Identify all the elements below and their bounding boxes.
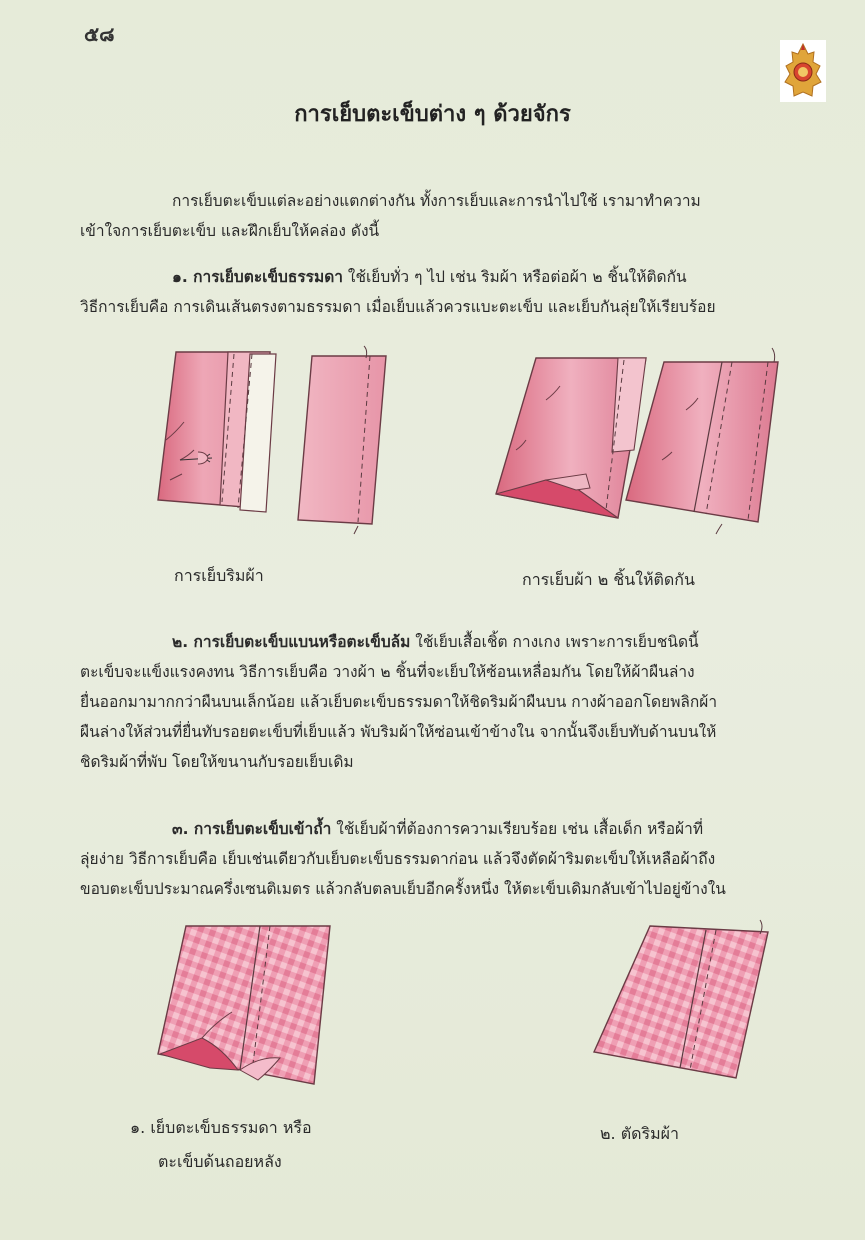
section-1-paragraph <box>80 262 810 322</box>
hem-fabric-illustration <box>140 340 430 540</box>
figure-2-caption-right: ๒. ตัดริมผ้า <box>600 1124 679 1143</box>
french-seam-step-1-illustration <box>150 920 350 1090</box>
page-title: การเย็บตะเข็บต่าง ๆ ด้วยจักร <box>294 102 571 127</box>
section-2-line-5: ชิดริมผ้าที่พับ โดยให้ขนานกับรอยเย็บเดิม <box>80 753 354 771</box>
figure-1-caption-right: การเย็บผ้า ๒ ชิ้นให้ติดกัน <box>522 570 695 589</box>
section-2-heading: ๒. การเย็บตะเข็บแบนหรือตะเข็บล้ม <box>172 633 411 651</box>
section-2-paragraph <box>80 627 810 777</box>
figure-1-caption-left: การเย็บริมผ้า <box>174 566 264 585</box>
section-2-line-4: ผืนล่างให้ส่วนที่ยื่นทับรอยตะเข็บที่เย็บแล้ว พับริมผ้าให้ซ่อนเข้าข้างใน จากนั้นจึงเย็บทับด้านบนให้ <box>80 723 717 741</box>
intro-paragraph <box>80 186 810 246</box>
section-2-line-2: ตะเข็บจะแข็งแรงคงทน วิธีการเย็บคือ วางผ้า ๒ ชิ้นที่จะเย็บให้ซ้อนเหลื่อมกัน โดยให้ผ้าผืนล่าง <box>80 663 695 681</box>
section-3-heading: ๓. การเย็บตะเข็บเข้าถ้ำ <box>172 820 332 838</box>
figure-2-caption-left-line-1: ๑. เย็บตะเข็บธรรมดา หรือ <box>130 1118 312 1137</box>
join-two-pieces-illustration <box>486 340 786 540</box>
intro-line-1: การเย็บตะเข็บแต่ละอย่างแตกต่างกัน ทั้งการเย็บและการนำไปใช้ เรามาทำความ <box>172 192 701 210</box>
section-1-line-1: ใช้เย็บทั่ว ๆ ไป เช่น ริมผ้า หรือต่อผ้า ๒ ชิ้นให้ติดกัน <box>342 268 687 286</box>
section-2-line-1: ใช้เย็บเสื้อเชิ้ต กางเกง เพราะการเย็บชนิดนี้ <box>410 633 699 651</box>
section-3-line-2: ลุ่ยง่าย วิธีการเย็บคือ เย็บเช่นเดียวกับเย็บตะเข็บธรรมดาก่อน แล้วจึงตัดผ้าริมตะเข็บให้เหลือผ้าถึง <box>80 850 716 868</box>
figure-2-caption-left-line-2: ตะเข็บด้นถอยหลัง <box>158 1152 282 1171</box>
section-3-line-3: ขอบตะเข็บประมาณครึ่งเซนติเมตร แล้วกลับตลบเย็บอีกครั้งหนึ่ง ให้ตะเข็บเดิมกลับเข้าไปอยู่ข้างใน <box>80 880 726 898</box>
section-1-line-2: วิธีการเย็บคือ การเดินเส้นตรงตามธรรมดา เมื่อเย็บแล้วควรแบะตะเข็บ และเย็บกันลุ่ยให้เรียบร้อย <box>80 298 716 316</box>
section-3-line-1: ใช้เย็บผ้าที่ต้องการความเรียบร้อย เช่น เสื้อเด็ก หรือผ้าที่ <box>331 820 704 838</box>
intro-line-2: เข้าใจการเย็บตะเข็บ และฝึกเย็บให้คล่อง ดังนี้ <box>80 222 380 240</box>
section-1-heading: ๑. การเย็บตะเข็บธรรมดา <box>172 268 343 286</box>
section-2-line-3: ยื่นออกมามากกว่าผืนบนเล็กน้อย แล้วเย็บตะเข็บธรรมดาให้ชิดริมผ้าผืนบน กางผ้าออกโดยพลิกผ้า <box>80 693 718 711</box>
section-3-paragraph <box>80 814 810 904</box>
french-seam-step-2-illustration <box>580 918 780 1088</box>
page-number: ๕๘ <box>84 22 115 46</box>
school-emblem <box>780 40 826 102</box>
emblem-icon <box>780 40 826 102</box>
